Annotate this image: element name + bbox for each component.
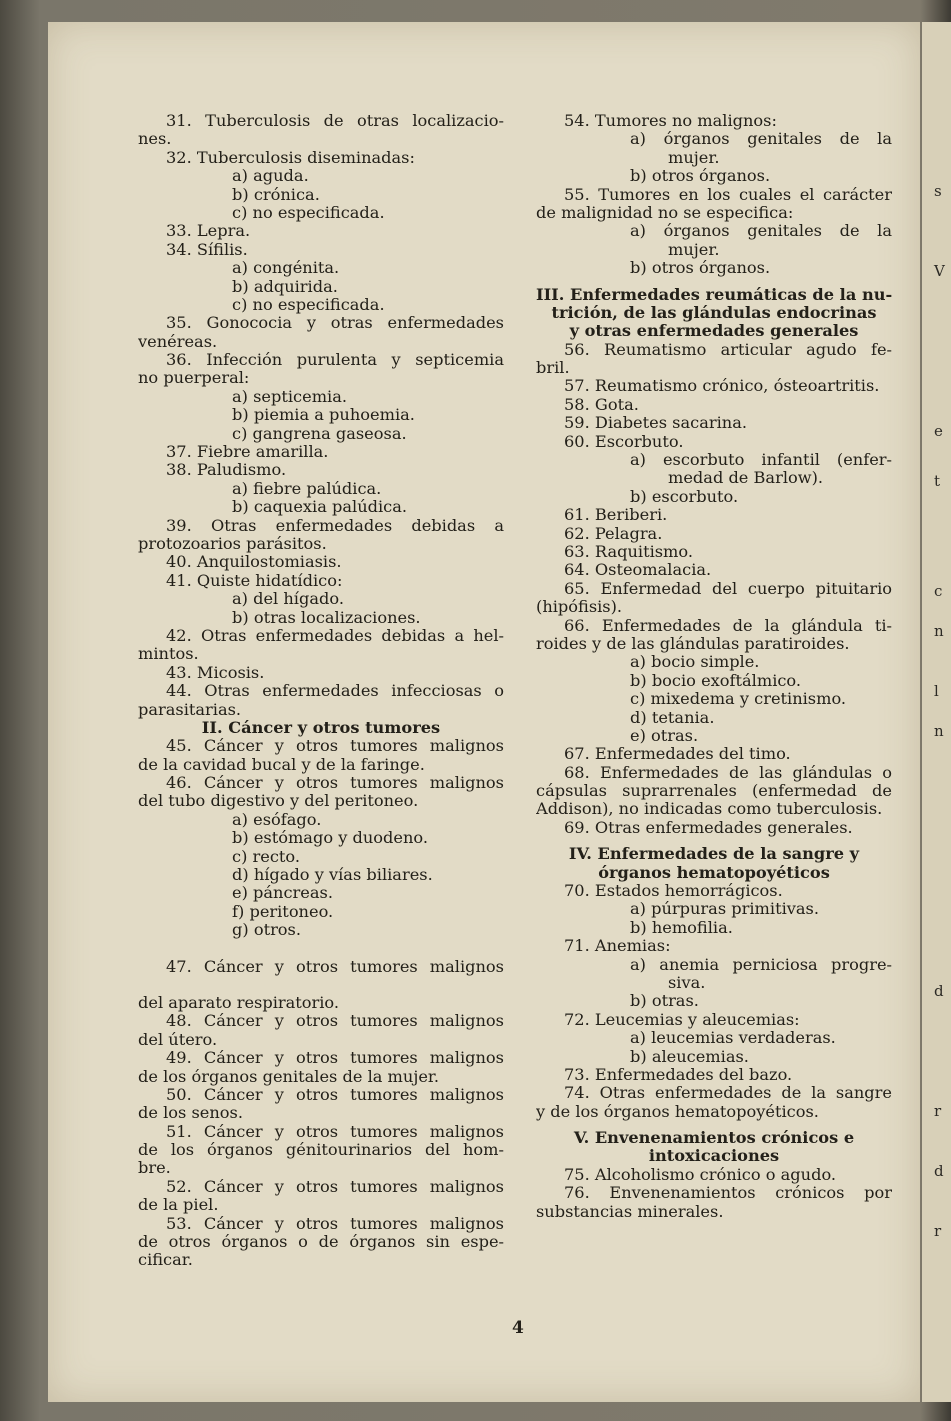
text-line: siva. [668,973,706,992]
text-line: 69. Otras enfermedades generales. [564,818,853,837]
text-line: nes. [138,130,172,149]
text-line: de los órganos génitourinarios del hom- [138,1141,504,1160]
text-line: e) otras. [630,726,699,745]
text-line: b) adquirida. [232,277,338,296]
text-line: 36. Infección purulenta y septicemia [166,351,504,370]
section-heading: órganos hematopoyéticos [598,863,830,882]
text-line: del aparato respiratorio. [138,993,340,1012]
text-line: cificar. [138,1251,193,1270]
text-line: 71. Anemias: [564,937,671,956]
text-line: bre. [138,1159,171,1178]
text-line: 57. Reumatismo crónico, ósteoartritis. [564,377,880,396]
text-line: bril. [536,359,570,378]
edge-fragment: d [934,1162,944,1180]
text-line: del tubo digestivo y del peritoneo. [138,792,419,811]
text-line: 73. Enfermedades del bazo. [564,1065,793,1084]
text-line: 74. Otras enfermedades de la sangre [564,1084,892,1103]
text-line: b) bocio exoftálmico. [630,671,802,690]
edge-fragment: n [934,722,944,740]
edge-fragment: l [934,682,939,700]
text-line: a) congénita. [232,259,340,278]
text-line: f) peritoneo. [232,902,334,921]
text-line: 35. Gonococia y otras enfermedades [166,314,504,333]
text-line: 75. Alcoholismo crónico o agudo. [564,1165,837,1184]
text-line: 31. Tuberculosis de otras localizacio- [166,112,504,130]
text-line [536,278,892,286]
edge-fragment: r [934,1102,942,1120]
text-line: mujer. [668,240,720,259]
text-line: a) leucemias verdaderas. [630,1029,836,1048]
section-heading: III. Enfermedades reumáticas de la nu- [536,285,892,304]
text-line: a) púrpuras primitivas. [630,900,820,919]
text-line: b) otras localizaciones. [232,608,421,627]
text-line: de los senos. [138,1104,243,1123]
text-line: b) estómago y duodeno. [232,829,429,848]
text-line: 70. Estados hemorrágicos. [564,882,783,901]
text-line: a) escorbuto infantil (enfer- [630,451,892,470]
right-column [536,112,892,1221]
text-line: medad de Barlow). [668,469,824,488]
text-line: 61. Beriberi. [564,506,668,525]
edge-fragment: V [934,262,945,280]
text-line: 72. Leucemias y aleucemias: [564,1010,800,1029]
edge-fragment: e [934,422,943,440]
text-line: 33. Lepra. [166,222,251,241]
next-page-edge [922,22,951,1402]
text-line: no puerperal: [138,369,250,388]
text-line: 56. Reumatismo articular agudo fe- [564,340,892,359]
text-line: 47. Cáncer y otros tumores malignos [166,957,504,976]
text-line: c) mixedema y cretinismo. [630,690,847,709]
text-line: a) aguda. [232,167,309,186]
section-heading: y otras enfermedades generales [569,322,859,341]
text-line: 46. Cáncer y otros tumores malignos [166,774,504,793]
text-line: a) órganos genitales de la [630,222,892,241]
text-line: 44. Otras enfermedades infecciosas o [166,682,504,701]
text-line: 55. Tumores en los cuales el carácter [564,185,892,204]
text-line: 50. Cáncer y otros tumores malignos [166,1085,504,1104]
text-line: b) piemia a puhoemia. [232,406,415,425]
section-heading: V. Envenenamientos crónicos e [573,1129,855,1148]
text-line: g) otros. [232,921,302,940]
text-line: de los órganos genitales de la mujer. [138,1067,440,1086]
text-line: 54. Tumores no malignos: [564,112,777,130]
text-line [536,837,892,845]
text-line: c) no especificada. [232,203,385,222]
text-line: b) otros órganos. [630,259,771,278]
text-line: de otros órganos o de órganos sin espe- [138,1233,504,1252]
text-line: a) del hígado. [232,590,344,609]
text-line: 42. Otras enfermedades debidas a hel- [166,626,504,645]
text-line: 59. Diabetes sacarina. [564,414,747,433]
text-line: a) órganos genitales de la [630,130,892,149]
text-line: d) tetania. [630,708,715,727]
text-line: de malignidad no se especifica: [536,203,794,222]
text-line: b) crónica. [232,185,320,204]
section-heading: II. Cáncer y otros tumores [201,718,441,737]
text-line: 76. Envenenamientos crónicos por [564,1184,892,1203]
edge-fragment: c [934,582,943,600]
text-line: e) páncreas. [232,884,333,903]
text-line: y de los órganos hematopoyéticos. [536,1102,819,1121]
text-line: 64. Osteomalacia. [564,561,712,580]
text-line: d) hígado y vías biliares. [232,866,433,885]
text-line: 51. Cáncer y otros tumores malignos [166,1122,504,1141]
text-line: c) recto. [232,847,301,866]
text-line: a) anemia perniciosa progre- [630,955,892,974]
text-line: del útero. [138,1030,218,1049]
text-line: 49. Cáncer y otros tumores malignos [166,1049,504,1068]
text-line: b) hemofilia. [630,918,733,937]
text-line: 66. Enfermedades de la glándula ti- [564,616,892,635]
text-line: c) gangrena gaseosa. [232,424,407,443]
section-heading: IV. Enfermedades de la sangre y [568,845,860,864]
text-line: roides y de las glándulas paratiroides. [536,634,850,653]
text-line: a) bocio simple. [630,653,760,672]
text-line: (hipófisis). [536,598,623,617]
text-line: 45. Cáncer y otros tumores malignos [166,737,504,756]
text-line: venéreas. [138,332,218,351]
text-line: substancias minerales. [536,1202,724,1221]
text-line: b) otras. [630,992,699,1011]
text-line: cápsulas suprarrenales (enfermedad de [536,782,892,801]
text-line: parasitarias. [138,700,242,719]
edge-fragment: t [934,472,941,490]
text-line [138,976,504,994]
text-line: 60. Escorbuto. [564,432,684,451]
text-line: de la piel. [138,1196,219,1215]
edge-fragment: s [934,182,942,200]
text-line: protozoarios parásitos. [138,534,327,553]
text-line: b) caquexia palúdica. [232,498,408,517]
text-line: 37. Fiebre amarilla. [166,443,329,462]
text-line: 52. Cáncer y otros tumores malignos [166,1177,504,1196]
section-heading: intoxicaciones [648,1147,780,1166]
edge-fragment: r [934,1222,942,1240]
text-line [138,940,504,958]
text-line: 32. Tuberculosis diseminadas: [166,148,415,167]
text-line: 53. Cáncer y otros tumores malignos [166,1214,504,1233]
text-line: 62. Pelagra. [564,524,663,543]
section-heading: trición, de las glándulas endocrinas [551,303,877,322]
text-line: Addison), no indicadas como tuberculosis. [536,800,883,819]
text-line: 34. Sífilis. [166,240,248,259]
page-number: 4 [512,1318,524,1338]
text-line: 68. Enfermedades de las glándulas o [564,763,892,782]
text-line: b) escorbuto. [630,487,739,506]
text-line: 41. Quiste hidatídico: [166,571,343,590]
text-line: 38. Paludismo. [166,461,287,480]
text-line: a) septicemia. [232,387,348,406]
text-line: de la cavidad bucal y de la faringe. [138,755,425,774]
text-line: c) no especificada. [232,295,385,314]
text-line: a) fiebre palúdica. [232,479,382,498]
text-line: 43. Micosis. [166,663,265,682]
text-line [536,1121,892,1129]
text-line: 63. Raquitismo. [564,542,694,561]
text-line: b) otros órganos. [630,167,771,186]
text-line: 39. Otras enfermedades debidas a [166,516,504,535]
text-line: 48. Cáncer y otros tumores malignos [166,1012,504,1031]
text-line: mintos. [138,645,199,664]
text-line: 65. Enfermedad del cuerpo pituitario [564,579,892,598]
text-line: mujer. [668,148,720,167]
edge-fragment: n [934,622,944,640]
edge-fragment: d [934,982,944,1000]
text-line: b) aleucemias. [630,1047,749,1066]
left-column [138,112,504,1270]
text-line: 40. Anquilostomiasis. [166,553,342,572]
text-line: 67. Enfermedades del timo. [564,745,791,764]
text-line: 58. Gota. [564,395,639,414]
text-line: a) esófago. [232,810,322,829]
